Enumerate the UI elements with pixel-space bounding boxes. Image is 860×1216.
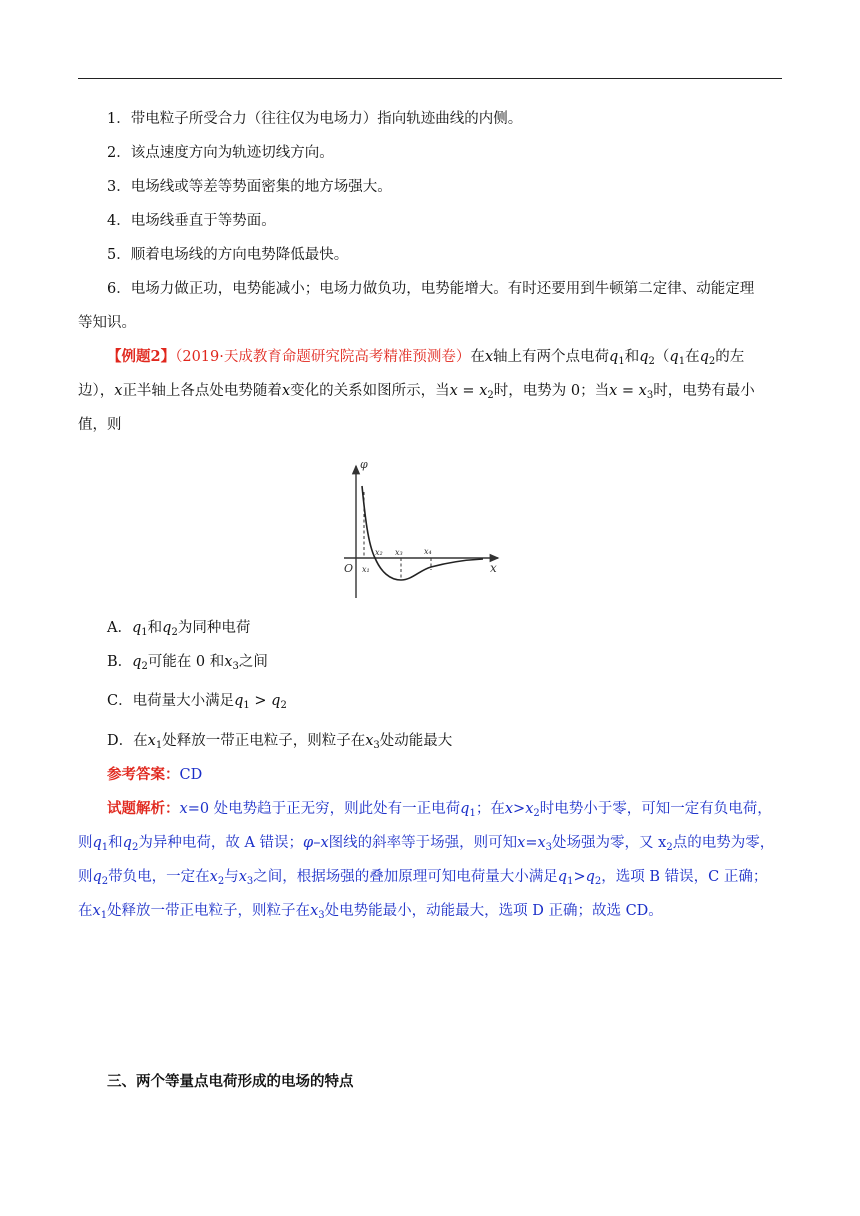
label-x4: x₄ xyxy=(424,547,432,556)
point-5: 5．顺着电场线的方向电势降低最快。 xyxy=(107,247,349,263)
analysis-line-1: 试题解析：x=0 处电势趋于正无穷，则此处有一正电荷$q_1$；在$x>x_2$时电势小于零，可知一定有负电荷， xyxy=(107,800,772,819)
point-6-cont: 等知识。 xyxy=(78,315,136,331)
point-2: 2．该点速度方向为轨迹切线方向。 xyxy=(107,145,334,161)
answer: 参考答案：CD xyxy=(107,766,203,783)
example-line-1: 【例题2】（2019·天成教育命题研究院高考精准预测卷）在x轴上有两个点电荷$q_1$和$q_2(q_1$在$q_2$的左 xyxy=(107,348,745,367)
example-line-3: 值，则 xyxy=(78,417,122,433)
option-b[interactable]: B．$q_2$可能在 0 和$x_3$之间 xyxy=(107,654,268,672)
point-4: 4．电场线垂直于等势面。 xyxy=(107,213,276,229)
potential-graph xyxy=(338,456,508,604)
label-x2: x₂ xyxy=(375,548,383,557)
analysis-line-2: 则$q_1$和$q_2$为异种电荷，故 A 错误；φ–x图线的斜率等于场强，则可知$x=x_3$处场强为零，又 $x_2$点的电势为零， xyxy=(78,835,775,853)
point-3: 3．电场线或等差等势面密集的地方场强大。 xyxy=(107,179,392,195)
potential-curve xyxy=(362,486,483,580)
label-phi: φ xyxy=(360,458,368,471)
label-x1: x₁ xyxy=(362,565,370,574)
point-6: 6．电场力做正功，电势能减小；电场力做负功，电势能增大。有时还要用到牛顿第二定律、动能定理 xyxy=(107,281,755,297)
label-x3: x₃ xyxy=(395,548,403,557)
label-x: x xyxy=(490,561,497,575)
analysis-line-4: 在$x_1$处释放一带正电粒子，则粒子在$x_3$处电势能最小，动能最大，选项 D 正确；故选 CD。 xyxy=(78,903,663,921)
option-c[interactable]: C．电荷量大小满足$q_1 > q_2$ xyxy=(107,693,287,711)
option-d[interactable]: D．在$x_1$处释放一带正电粒子，则粒子在$x_3$处动能最大 xyxy=(107,733,453,751)
analysis-line-3: 则$q_2$带负电，一定在$x_2$与$x_3$之间，根据场强的叠加原理可知电荷量大小满足$q_1>q_2$，选项 B 错误，C 正确； xyxy=(78,869,768,887)
point-1: 1．带电粒子所受合力（往往仅为电场力）指向轨迹曲线的内侧。 xyxy=(107,111,523,127)
header-rule xyxy=(78,78,782,79)
option-a[interactable]: A．$q_1$和$q_2$为同种电荷 xyxy=(107,620,251,638)
section-heading: 三、两个等量点电荷形成的电场的特点 xyxy=(107,1074,354,1090)
example-line-2: 边），x正半轴上各点处电势随着x变化的关系如图所示，当$x = x_2$时，电势为 0；当$x = x_3$时，电势有最小 xyxy=(78,383,755,401)
label-O: O xyxy=(344,562,354,575)
